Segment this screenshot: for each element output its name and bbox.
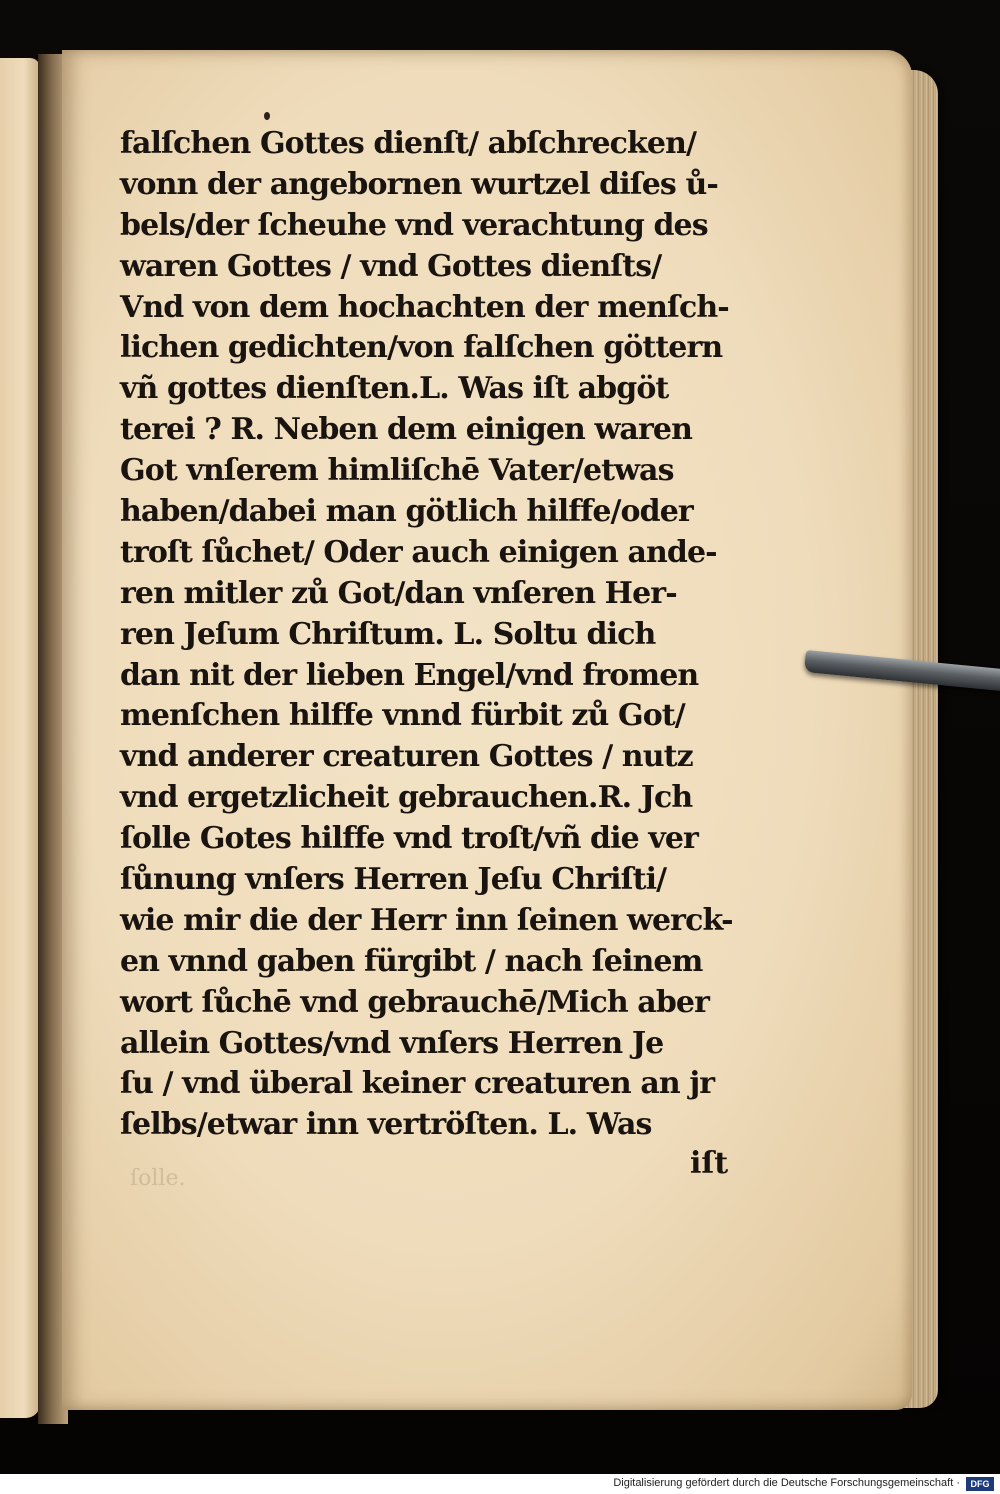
page-text — [120, 124, 740, 1146]
text-line: Got vnſerem himliſchē Vater/etwas — [120, 453, 674, 489]
text-line: ſůnung vnſers Herren Jeſu Chriſti/ — [120, 862, 667, 898]
dfg-logo-icon: DFG — [966, 1477, 994, 1491]
text-line: menſchen hilffe vnnd fürbit zů Got/ — [120, 698, 685, 734]
ink-speck — [264, 112, 270, 120]
text-line: vnd anderer creaturen Gottes / nutz — [120, 739, 693, 775]
text-line: ſu / vnd überal keiner creaturen an jr — [120, 1066, 715, 1102]
left-page-edge — [0, 58, 40, 1418]
text-line: terei ? R. Neben dem einigen waren — [120, 412, 692, 448]
catchword: iſt — [690, 1146, 729, 1181]
text-line: en vnnd gaben fürgibt / nach ſeinem — [120, 943, 703, 979]
text-line: lichen gedichten/von falſchen göttern — [120, 330, 723, 366]
text-line: ren Jeſum Chriſtum. L. Soltu dich — [120, 616, 656, 652]
text-line: vonn der angebornen wurtzel diſes ů- — [120, 166, 718, 202]
text-line: dan nit der lieben Engel/vnd fromen — [120, 657, 699, 693]
footer-bar — [0, 1474, 1000, 1494]
text-line: vñ gottes dienſten.L. Was iſt abgöt — [120, 371, 669, 407]
text-line: ſolle Gotes hilffe vnd troſt/vñ die ver — [120, 821, 698, 857]
text-line: wie mir die der Herr inn ſeinen werck- — [120, 902, 733, 938]
text-line: wort ſůchē vnd gebrauchē/Mich aber — [120, 984, 709, 1020]
text-line: troſt ſůchet/ Oder auch einigen ande- — [120, 534, 717, 570]
text-line: allein Gottes/vnd vnſers Herren Je — [120, 1025, 664, 1061]
text-line: vnd ergetzlicheit gebrauchen.R. Jch — [120, 780, 693, 816]
text-line: Vnd von dem hochachten der menſch- — [120, 289, 729, 325]
funding-credit: Digitalisierung gefördert durch die Deutsche Forschungsgemeinschaft · — [613, 1477, 960, 1489]
text-line: waren Gottes / vnd Gottes dienſts/ — [120, 248, 662, 284]
text-line: ren mitler zů Got/dan vnſeren Her- — [120, 575, 677, 611]
text-line: bels/der ſcheuhe vnd verachtung des — [120, 207, 708, 243]
text-line: ſelbs/etwar inn vertröſten. L. Was — [120, 1107, 652, 1143]
bleed-through-text: ſolle. — [130, 1166, 186, 1191]
text-line: falſchen Gottes dienſt/ abſchrecken/ — [120, 126, 697, 161]
text-line: haben/dabei man götlich hilffe/oder — [120, 494, 693, 530]
